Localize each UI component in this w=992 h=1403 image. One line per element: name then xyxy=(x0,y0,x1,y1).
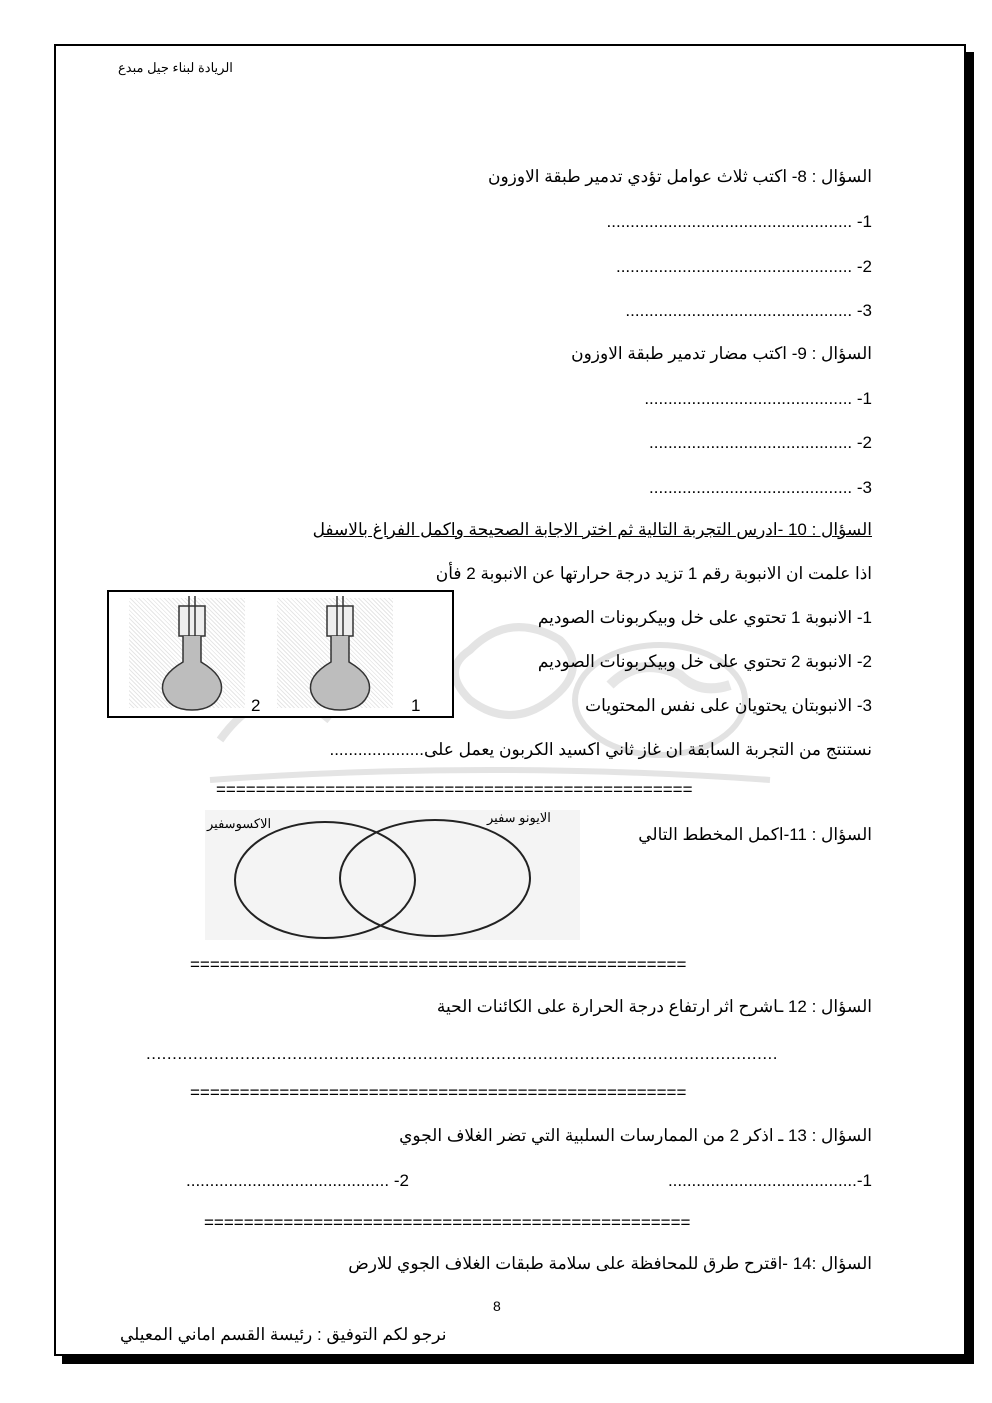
q14-title: السؤال :14 -اقترح طرق للمحافظة على سلامة طبقات الغلاف الجوي للارض xyxy=(348,1254,872,1273)
q13-answer-2[interactable]: 2- ........................................... xyxy=(186,1171,409,1190)
flask-2-icon xyxy=(162,596,221,710)
tube-label-1: 1 xyxy=(411,696,421,715)
q9-answer-3[interactable]: 3- ........................................... xyxy=(649,478,872,497)
separator-4: ================================================= xyxy=(204,1213,691,1232)
venn-diagram[interactable] xyxy=(205,810,580,940)
q9-answer-2[interactable]: 2- ........................................... xyxy=(649,433,872,452)
q10-title: السؤال : 10 -ادرس التجربة التالية ثم اختر الاجابة الصحيحة واكمل الفراغ بالاسفل xyxy=(312,520,872,539)
q12-answer[interactable]: ......................................................................................................................... xyxy=(146,1044,779,1063)
q8-answer-2[interactable]: 2- .................................................. xyxy=(615,257,872,276)
flask-1-icon xyxy=(310,596,369,710)
q9-title: السؤال : 9- اكتب مضار تدمير طبقة الاوزون xyxy=(571,344,872,363)
separator-2: ================================================== xyxy=(190,955,687,974)
q10-option-3[interactable]: 3- الانبوبتان يحتويان على نفس المحتويات xyxy=(585,696,872,715)
separator-3: ================================================== xyxy=(190,1083,687,1102)
q10-option-1[interactable]: 1- الانبوبة 1 تحتوي على خل وبيكربونات الصوديم xyxy=(537,608,872,627)
q10-conclusion[interactable]: نستنتج من التجربة السابقة ان غاز ثاني اكسيد الكربون يعمل على.................... xyxy=(329,740,872,759)
q8-title: السؤال : 8- اكتب ثلاث عوامل تؤدي تدمير طبقة الاوزون xyxy=(487,167,872,186)
q11-title: السؤال : 11-اكمل المخطط التالي xyxy=(638,825,872,844)
q9-answer-1[interactable]: 1- ............................................ xyxy=(644,389,872,408)
page-header: الريادة لبناء جيل مبدع xyxy=(118,60,233,75)
q10-option-2[interactable]: 2- الانبوبة 2 تحتوي على خل وبيكربونات الصوديم xyxy=(537,652,872,671)
separator-1: ================================================ xyxy=(216,780,693,799)
page-footer: نرجو لكم التوفيق : رئيسة القسم اماني المعيلي xyxy=(120,1325,447,1344)
q13-answer-1[interactable]: 1-........................................ xyxy=(667,1171,872,1190)
q8-answer-1[interactable]: 1- .................................................... xyxy=(606,212,872,231)
tube-label-2: 2 xyxy=(251,696,261,715)
q12-title: السؤال : 12 ـاشرح اثر ارتفاع درجة الحرارة على الكائنات الحية xyxy=(436,997,872,1016)
q8-answer-3[interactable]: 3- ................................................ xyxy=(625,301,872,320)
venn-right-label: الايونو سفير xyxy=(487,810,551,825)
page-number: 8 xyxy=(493,1298,501,1314)
q10-intro: اذا علمت ان الانبوبة رقم 1 تزيد درجة حرارتها عن الانبوبة 2 فأن xyxy=(435,564,872,583)
flasks-drawing xyxy=(109,592,452,716)
venn-left-label: الاكسوسفير xyxy=(207,816,272,831)
experiment-figure xyxy=(107,590,454,718)
q13-title: السؤال : 13 ـ اذكر 2 من الممارسات السلبية التي تضر الغلاف الجوي xyxy=(399,1126,872,1145)
